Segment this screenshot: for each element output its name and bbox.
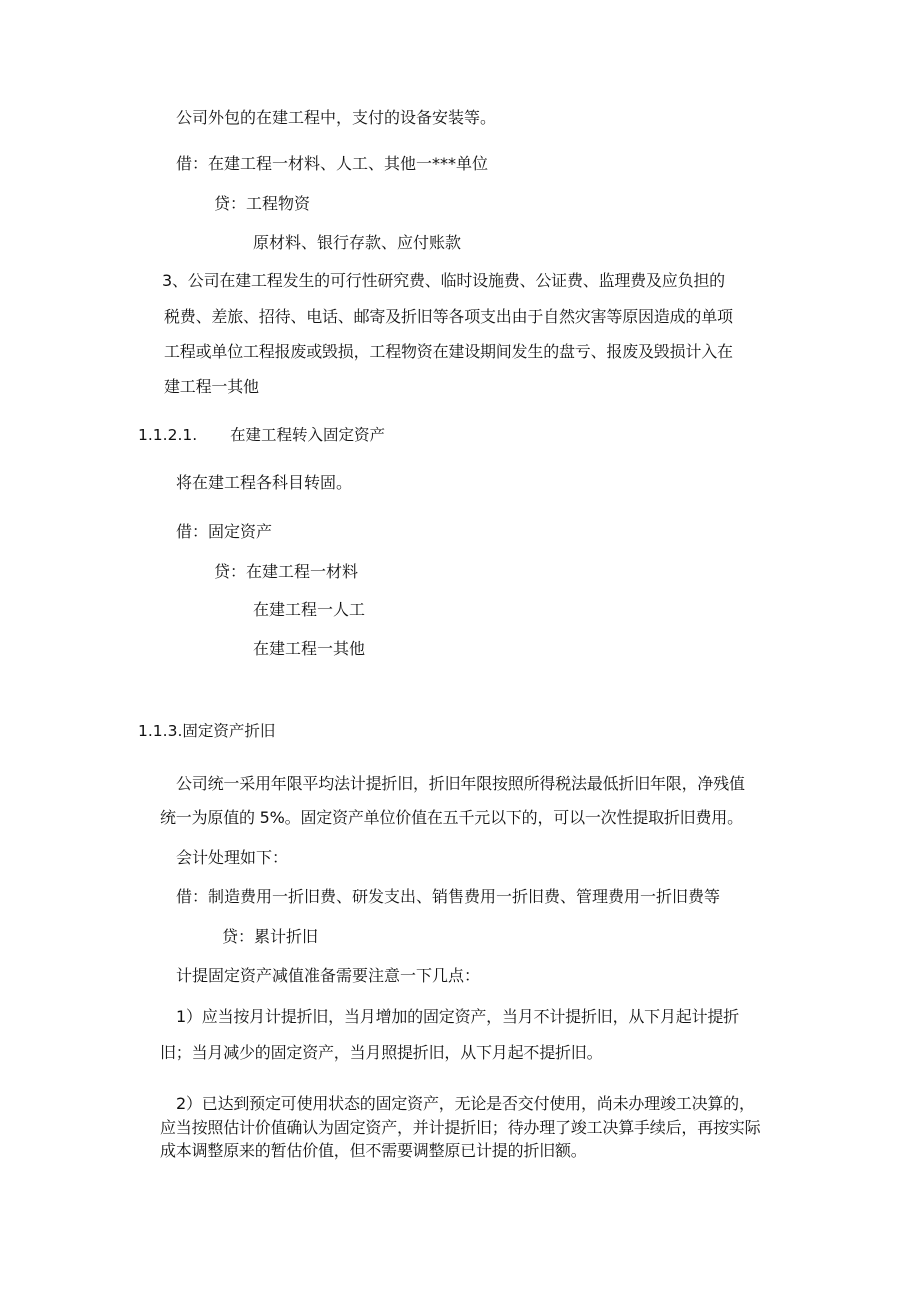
paragraph-accounting: 会计处理如下： [176, 848, 289, 867]
section-heading-113: 1.1.3.固定资产折旧 [138, 722, 276, 740]
journal-debit: 借：在建工程一材料、人工、其他一***单位 [176, 154, 489, 173]
journal-credit: 贷：在建工程一材料 [214, 562, 359, 581]
paragraph-intro: 公司外包的在建工程中，支付的设备安装等。 [176, 108, 497, 127]
note1-line: 1）应当按月计提折旧，当月增加的固定资产，当月不计提折旧，从下月起计提折 [176, 1007, 739, 1026]
journal-credit-continued: 在建工程一人工 [253, 600, 366, 619]
paragraph-notes-intro: 计提固定资产减值准备需要注意一下几点： [176, 966, 481, 985]
item3-line: 建工程一其他 [164, 377, 259, 396]
paragraph-line: 公司统一采用年限平均法计提折旧，折旧年限按照所得税法最低折旧年限，净残值 [176, 774, 745, 793]
section-heading-1121 [138, 425, 385, 445]
item3-line: 3、公司在建工程发生的可行性研究费、临时设施费、公证费、监理费及应负担的 [162, 271, 725, 290]
section-title: 在建工程转入固定资产 [230, 426, 386, 444]
journal-credit: 贷：累计折旧 [222, 927, 319, 946]
note2-line: 成本调整原来的暂估价值，但不需要调整原已计提的折旧额。 [160, 1141, 587, 1160]
note1-line: 旧；当月减少的固定资产，当月照提折旧，从下月起不提折旧。 [160, 1043, 603, 1062]
paragraph-intro: 将在建工程各科目转固。 [176, 473, 353, 492]
note2-line: 应当按照估计价值确认为固定资产，并计提折旧；待办理了竣工决算手续后，再按实际 [160, 1118, 761, 1137]
note2-line: 2）已达到预定可使用状态的固定资产，无论是否交付使用，尚未办理竣工决算的， [176, 1094, 755, 1113]
item3-line: 税费、差旅、招待、电话、邮寄及折旧等各项支出由于自然灾害等原因造成的单项 [164, 307, 733, 326]
journal-credit: 贷：工程物资 [214, 194, 311, 213]
paragraph-line: 统一为原值的 5%。固定资产单位价值在五千元以下的，可以一次性提取折旧费用。 [160, 808, 743, 827]
journal-debit: 借：制造费用一折旧费、研发支出、销售费用一折旧费、管理费用一折旧费等 [176, 887, 721, 906]
journal-debit: 借：固定资产 [176, 522, 273, 541]
section-number: 1.1.2.1. [138, 426, 198, 444]
item3-line: 工程或单位工程报废或毁损，工程物资在建设期间发生的盘亏、报废及毁损计入在 [164, 342, 733, 361]
journal-credit-continued: 在建工程一其他 [253, 639, 366, 658]
journal-credit-continued: 原材料、银行存款、应付账款 [253, 233, 462, 252]
